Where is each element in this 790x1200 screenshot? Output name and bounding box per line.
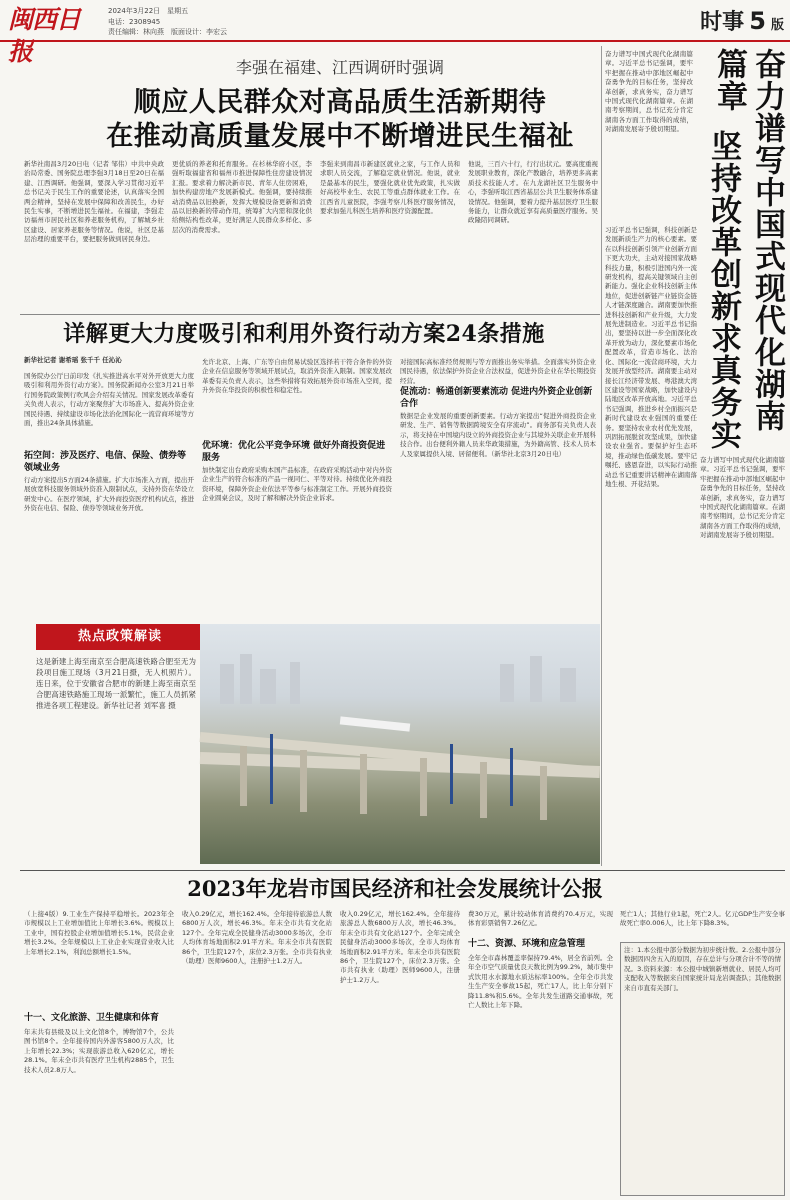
editor-line: 责任编辑：林向燕 版面设计：李宏云 <box>108 28 227 36</box>
story3-column-4: 死亡1人；其他行业1起，死亡2人。亿元GDP生产安全事故死亡率0.006人，比上年下降8.3%。 <box>620 910 785 928</box>
masthead-meta <box>108 6 328 40</box>
edition-label <box>660 2 784 40</box>
story3-headline: 2023年龙岩市国民经济和社会发展统计公报 <box>187 876 603 901</box>
column-divider <box>601 46 602 866</box>
story3-column-1b: 年末共有县级及以上文化馆8个，博物馆7个，公共图书馆8个。全年接待国内外游客5800万人次，比上年增长22.3%；实现旅游总收入620亿元，增长28.1%。年末全市共有医疗卫生机构2885个，卫生技术人员2.8万人。 <box>24 1028 174 1074</box>
date-line: 2024年3月22日 星期五 <box>108 7 189 15</box>
story3-column-1: （上接4版）9.工业生产保持平稳增长。2023年全市规模以上工业增加值比上年增长3.6%。规模以上工业中，国有控股企业增加值增长5.1%，民营企业增长3.2%。全年规模以上工业企业实现营业收入比上年增长2.1%，利润总额增长1.5%。 <box>24 910 174 956</box>
lead-subtitle: 李强在福建、江西调研时强调 <box>235 58 444 77</box>
lead-column-1: 新华社南昌3月20日电（记者 邹伟）中共中央政治局常委、国务院总理李强3月18日至20日在福建、江西调研。他强调，要深入学习贯彻习近平总书记关于民生工作的重要论述，认真落实全国两会精神，坚持在发展中保障和改善民生，办好民生实事，不断增进民生福祉。在福建，李强走访福州市居民社区和养老服务机构，了解城乡社区建设、居家养老服务等情况。他说，社区是基层治理的重要平台，要把服务做到居民身边。 <box>24 160 164 244</box>
right-intro: 奋力谱写中国式现代化湖南篇章。习近平总书记强调，要牢牢把握在推动中部地区崛起中奋勇争先的目标任务，坚持改革创新，求真务实，奋力谱写中国式现代化湖南篇章。在湖南考察期间，总书记充分肯定湖南各方面工作取得的成绩，对湖南发展寄予殷切期望。 <box>605 50 693 134</box>
right-body-column: 习近平总书记强调，科技创新是发展新质生产力的核心要素。要在以科技创新引领产业创新方面下更大功夫，主动对接国家战略科技力量，积极引进国内外一流研发机构，提高关键领域自主创新能力。强化企业科技创新主体地位，促进创新链产业链资金链人才链深度融合。湖南要加快推进科技创新和产业升级，大力发展先进制造业。习近平总书记指出，要坚持以进一步全面深化改革开放为动力，深化要素市场化配置改革，营造市场化、法治化、国际化一流营商环境，大力发展开放型经济。湖南要主动对接长江经济带发展、粤港澳大湾区建设等国家战略，加快建设内陆地区改革开放高地。习近平总书记强调，推进乡村全面振兴是新时代建设农业强国的重要任务。要坚持农业农村优先发展，巩固拓展脱贫攻坚成果，加快建设农业强省。要保护好生态环境，推动绿色低碳发展。要牢记嘱托、感恩奋进，以实际行动推动总书记重要讲话精神在湖南落地生根、开花结果。 <box>605 226 697 488</box>
phone-line: 电话：2308945 <box>108 17 161 26</box>
masthead <box>0 0 790 66</box>
story3-column-3: 费30万元，累计较动体育消费约70.4万元，实现体育彩票销售7.26亿元。 <box>468 910 613 928</box>
story2-headline: 详解更大力度吸引和利用外资行动方案24条措施 <box>63 321 545 347</box>
story2-column-1b: 行动方案提出5方面24条措施。扩大市场准入方面，提出开展放宽科技服务领域外资准入限制试点，支持外资在华设立研发中心。在医疗领域，扩大外商投资医疗机构试点，推进外资在电信、保险、债券等领域业务开放。 <box>24 476 194 513</box>
story2-column-1: 国务院办公厅日前印发《扎实推进高水平对外开放更大力度吸引和利用外资行动方案》。国务院新闻办公室3月21日举行国务院政策例行吹风会介绍有关情况。国家发展改革委有关负责人表示，行动方案聚焦扩大市场准入、提高外资企业国民待遇、持续建设市场化法治化国际化一流营商环境等方面，推出24条具体措施。 <box>24 372 194 428</box>
divider <box>20 314 600 315</box>
story3-subhead-1: 十一、文化旅游、卫生健康和体育 <box>24 1013 160 1023</box>
story2-column-2: 允许北京、上海、广东等自由贸易试验区选择若干符合条件的外资企业在信息服务等领域开展试点，取消外资准入限制。国家发展改革委有关负责人表示，这些举措将有效拓展外资市场准入空间，提升外资在华投资的积极性和稳定性。 <box>202 358 392 395</box>
lead-column-4: 他说，三百六十行，行行出状元。要高度重视发展职业教育，深化产教融合，培养更多高素质技术技能人才。在九龙湖社区卫生服务中心，李强听取江西省基层公共卫生服务体系建设情况。他强调，要着力提升基层医疗卫生服务能力，让群众就近享有高质量医疗服务。吴政隆陪同调研。 <box>468 160 598 225</box>
statistics-note: 注：1.本公报中部分数据为初步统计数。2.公报中部分数据因四舍五入的原因，存在总计与分项合计不等的情况。3.资料来源：本公报中城镇新增就业、居民人均可支配收入等数据来自国家统计局龙岩调查队；其他数据来自市直有关部门。 <box>624 946 781 992</box>
story3-column-2-cont: 收入0.29亿元，增长162.4%。全年接待旅游总人数6800万人次，增长46.3%。年末全市共有文化站127个。全年完成全民健身活动3000多场次，全市人均体育场地面积2.91平方米。年末全市共有医院86个，卫生院127个，床位2.3万张。全市共有执业（助理）医师9600人，注册护士1.2万人。 <box>340 910 460 984</box>
story2-subhead-2: 优环境：优化公平竞争环境 做好外商投资促进服务 <box>202 441 386 463</box>
story2-column-3b: 数据是企业发展的重要创新要素。行动方案提出“促进外商投资企业研发、生产、销售等数据跨境安全有序流动”。商务部有关负责人表示，将支持在中国境内设立的外商投资企业与其境外关联企业开展科技合作。出台便利外籍人员来华政策措施，为外籍高管、技术人员本人及家属提供入境、居留便利。（新华社北京3月20日电） <box>400 412 596 458</box>
story3-subhead-2: 十二、资源、环境和应急管理 <box>468 939 586 949</box>
story2-subhead-3: 促流动：畅通创新要素流动 促进内外资企业创新合作 <box>400 387 593 409</box>
edition-suffix: 版 <box>770 18 784 33</box>
story2-column-2b: 加快制定出台政府采购本国产品标准，在政府采购活动中对内外资企业生产的符合标准的产品一视同仁、平等对待。持续优化外商投资环境，保障外资企业依法平等参与标准制定工作。开展外商投资企业圆桌会议，及时了解和解决外资企业诉求。 <box>202 466 392 503</box>
hot-policy-banner: 热点政策解读 <box>36 624 204 650</box>
lead-column-3: 李强来到南昌市新建区就业之家，与工作人员和求职人员交流，了解稳定就业情况。他说，就业是最基本的民生，要强化就业优先政策，扎实做好高校毕业生、农民工等重点群体就业工作。在江西省儿童医院，李强考察儿科医疗服务情况，要求加强儿科医生培养和医疗资源配置。 <box>320 160 460 216</box>
right-title-b: 坚持改革创新求真务实 <box>705 130 741 450</box>
statistics-note-box <box>620 942 785 1196</box>
edition-number: 5 <box>749 7 766 35</box>
story3-column-2: 收入0.29亿元，增长162.4%。全年接待旅游总人数6800万人次，增长46.3%。年末全市共有文化站127个。全年完成全民健身活动3000多场次，全市人均体育场地面积2.91平方米。年末全市共有医院86个，卫生院127个，床位2.3万张。全市共有执业（助理）医师9600人，注册护士1.2万人。 <box>182 910 332 966</box>
right-title-a: 奋力谱写中国式现代化湖南篇章 <box>711 48 785 432</box>
right-body-column-2: 奋力谱写中国式现代化湖南篇章。习近平总书记强调，要牢牢把握在推动中部地区崛起中奋勇争先的目标任务，坚持改革创新，求真务实，奋力谱写中国式现代化湖南篇章。在湖南考察期间，总书记充分肯定湖南各方面工作取得的成绩，对湖南发展寄予殷切期望。 <box>700 456 785 540</box>
photo-caption: 这是新建上海至南京至合肥高速铁路合肥至无为段项目施工现场（3月21日摄，无人机照片）。连日来，位于安徽省合肥市的新建上海至南京至合肥高速铁路施工现场一派繁忙，施工人员抓紧推进各项工程建设。新华社记者 刘军喜 摄 <box>36 657 196 710</box>
lead-column-2: 更优质的养老和托育服务。在杉林华府小区，李强听取福建省和福州市推进保障性住房建设情况汇报。要求着力解决新市民、青年人住房困难，加快构建房地产发展新模式。他强调，要持续推动消费品以旧换新，发挥大规模设备更新和消费品以旧换新的带动作用，统筹扩大内需和深化供给侧结构性改革，更好满足人民群众多样化、多层次的消费需求。 <box>172 160 312 234</box>
story2-byline: 新华社记者 谢希瑶 张千千 任沁沁 <box>24 356 122 364</box>
lead-headline-line-2: 在推动高质量发展中不断增进民生福祉 <box>106 121 574 152</box>
divider <box>20 870 785 871</box>
story3-column-3b: 全年全市森林覆盖率保持79.4%，居全省前列。全年全市空气质量优良天数比例为99.2%，城市集中式饮用水水源地水质达标率100%。全年全市共发生生产安全事故15起，死亡17人，比上年分别下降11.8%和5.6%。全年共发生道路交通事故，死亡人数比上年下降。 <box>468 954 613 1010</box>
news-photo-railway-bridge <box>200 624 600 864</box>
edition-name: 时事 <box>700 10 745 35</box>
story2-column-3: 对接国际高标准经贸规则与等方面推出务实举措。全面落实外资企业国民待遇，依法保护外资企业合法权益，促进外资企业在华长期投资经营。 <box>400 358 596 385</box>
newspaper-logo: 闽西日报 <box>8 5 81 66</box>
story2-subhead-1: 拓空间：涉及医疗、电信、保险、债券等领域业务 <box>24 451 187 473</box>
lead-headline-line-1: 顺应人民群众对高品质生活新期待 <box>133 87 547 118</box>
